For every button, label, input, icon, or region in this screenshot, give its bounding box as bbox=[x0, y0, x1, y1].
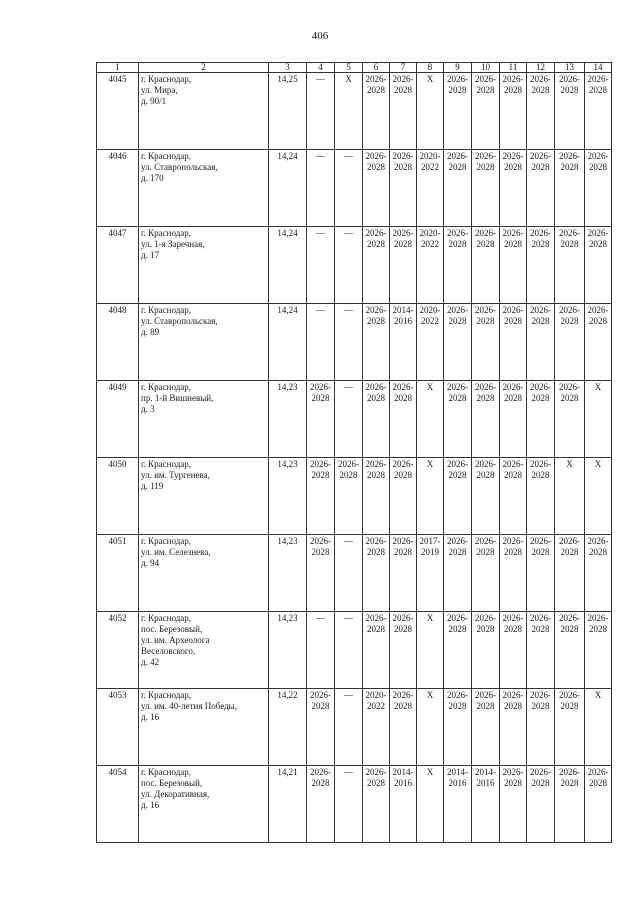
period-cell: 2026- 2028 bbox=[335, 458, 363, 535]
column-header: 10 bbox=[472, 63, 500, 73]
period-cell: 2026- 2028 bbox=[555, 381, 585, 458]
value-cell: 14,25 bbox=[269, 73, 307, 150]
address-cell bbox=[139, 381, 269, 458]
period-cell: 2026- 2028 bbox=[472, 73, 500, 150]
period-cell: 2026- 2028 bbox=[390, 381, 417, 458]
period-cell: 2026- 2028 bbox=[472, 150, 500, 227]
row-number: 4054 bbox=[97, 766, 139, 843]
period-cell: 2026- 2028 bbox=[500, 766, 527, 843]
period-cell: 2026- 2028 bbox=[307, 766, 335, 843]
table-row bbox=[97, 766, 612, 843]
period-cell: 2026- 2028 bbox=[527, 535, 555, 612]
period-cell: — bbox=[335, 150, 363, 227]
period-cell: 2026- 2028 bbox=[500, 304, 527, 381]
period-cell: 2020- 2022 bbox=[417, 227, 444, 304]
period-cell: 2026- 2028 bbox=[527, 458, 555, 535]
column-header: 4 bbox=[307, 63, 335, 73]
period-cell: 2026- 2028 bbox=[527, 150, 555, 227]
column-header: 3 bbox=[269, 63, 307, 73]
period-cell: 2026- 2028 bbox=[555, 689, 585, 766]
period-cell: X bbox=[417, 381, 444, 458]
column-header: 13 bbox=[555, 63, 585, 73]
address-line: г. Краснодар, bbox=[141, 536, 192, 546]
address-line: д. 3 bbox=[141, 404, 155, 414]
period-cell: 2026- 2028 bbox=[585, 304, 612, 381]
period-cell: — bbox=[335, 381, 363, 458]
period-cell: — bbox=[335, 535, 363, 612]
period-cell: 2026- 2028 bbox=[500, 689, 527, 766]
period-cell: 2026- 2028 bbox=[472, 458, 500, 535]
row-number: 4053 bbox=[97, 689, 139, 766]
period-cell: 2026- 2028 bbox=[390, 612, 417, 689]
period-cell: 2026- 2028 bbox=[444, 458, 472, 535]
period-cell: 2020- 2022 bbox=[363, 689, 390, 766]
period-cell: 2026- 2028 bbox=[585, 535, 612, 612]
period-cell: 2026- 2028 bbox=[527, 304, 555, 381]
period-cell: 2026- 2028 bbox=[555, 227, 585, 304]
period-cell: 2026- 2028 bbox=[307, 689, 335, 766]
row-number: 4045 bbox=[97, 73, 139, 150]
period-cell: 2014- 2016 bbox=[472, 766, 500, 843]
period-cell: 2026- 2028 bbox=[555, 612, 585, 689]
table-row bbox=[97, 458, 612, 535]
period-cell: — bbox=[307, 227, 335, 304]
address-line: д. 89 bbox=[141, 327, 160, 337]
period-cell: — bbox=[335, 227, 363, 304]
period-cell: 2026- 2028 bbox=[363, 150, 390, 227]
address-line: ул. Ставропольская, bbox=[141, 162, 218, 172]
value-cell: 14,23 bbox=[269, 535, 307, 612]
address-line: д. 17 bbox=[141, 250, 160, 260]
period-cell: — bbox=[335, 689, 363, 766]
column-header: 12 bbox=[527, 63, 555, 73]
address-cell bbox=[139, 766, 269, 843]
period-cell: 2026- 2028 bbox=[555, 150, 585, 227]
address-line: г. Краснодар, bbox=[141, 459, 192, 469]
period-cell: 2026- 2028 bbox=[444, 73, 472, 150]
period-cell: 2017- 2019 bbox=[417, 535, 444, 612]
period-cell: X bbox=[335, 73, 363, 150]
period-cell: X bbox=[585, 689, 612, 766]
column-header: 7 bbox=[390, 63, 417, 73]
period-cell: 2026- 2028 bbox=[555, 304, 585, 381]
table-row bbox=[97, 535, 612, 612]
address-cell bbox=[139, 304, 269, 381]
address-line: г. Краснодар, bbox=[141, 305, 192, 315]
row-number: 4050 bbox=[97, 458, 139, 535]
address-cell bbox=[139, 227, 269, 304]
table-row bbox=[97, 689, 612, 766]
address-cell bbox=[139, 689, 269, 766]
period-cell: 2014- 2016 bbox=[390, 766, 417, 843]
address-line: пос. Березовый, bbox=[141, 778, 203, 788]
address-cell bbox=[139, 73, 269, 150]
address-line: г. Краснодар, bbox=[141, 228, 192, 238]
address-line: д. 170 bbox=[141, 173, 164, 183]
address-line: ул. им. 40-летия Победы, bbox=[141, 701, 237, 711]
period-cell: 2026- 2028 bbox=[527, 766, 555, 843]
period-cell: 2026- 2028 bbox=[444, 612, 472, 689]
period-cell: 2026- 2028 bbox=[444, 227, 472, 304]
column-header: 5 bbox=[335, 63, 363, 73]
address-line: д. 16 bbox=[141, 712, 160, 722]
period-cell: 2026- 2028 bbox=[390, 227, 417, 304]
address-line: г. Краснодар, bbox=[141, 74, 192, 84]
period-cell: 2026- 2028 bbox=[390, 535, 417, 612]
period-cell: 2026- 2028 bbox=[363, 73, 390, 150]
period-cell: 2020- 2022 bbox=[417, 150, 444, 227]
address-cell bbox=[139, 535, 269, 612]
address-line: ул. Мира, bbox=[141, 85, 178, 95]
period-cell: 2026- 2028 bbox=[307, 381, 335, 458]
address-line: ул. им. Селезнева, bbox=[141, 547, 211, 557]
column-header: 1 bbox=[97, 63, 139, 73]
column-header: 9 bbox=[444, 63, 472, 73]
address-line: ул. 1-я Заречная, bbox=[141, 239, 205, 249]
address-cell bbox=[139, 612, 269, 689]
period-cell: 2026- 2028 bbox=[307, 535, 335, 612]
period-cell: 2026- 2028 bbox=[500, 458, 527, 535]
address-line: Веселовского, bbox=[141, 646, 196, 656]
period-cell: X bbox=[555, 458, 585, 535]
period-cell: 2014- 2016 bbox=[390, 304, 417, 381]
period-cell: 2026- 2028 bbox=[585, 766, 612, 843]
period-cell: — bbox=[307, 73, 335, 150]
period-cell: 2026- 2028 bbox=[472, 227, 500, 304]
period-cell: 2026- 2028 bbox=[363, 227, 390, 304]
address-line: д. 90/1 bbox=[141, 96, 167, 106]
row-number: 4052 bbox=[97, 612, 139, 689]
period-cell: — bbox=[335, 766, 363, 843]
table-row bbox=[97, 150, 612, 227]
table-row bbox=[97, 227, 612, 304]
period-cell: 2026- 2028 bbox=[527, 227, 555, 304]
period-cell: 2026- 2028 bbox=[500, 612, 527, 689]
row-number: 4048 bbox=[97, 304, 139, 381]
period-cell: 2026- 2028 bbox=[363, 612, 390, 689]
period-cell: 2026- 2028 bbox=[585, 150, 612, 227]
period-cell: 2026- 2028 bbox=[472, 304, 500, 381]
address-line: ул. им. Археолога bbox=[141, 635, 210, 645]
period-cell: X bbox=[417, 689, 444, 766]
period-cell: — bbox=[335, 304, 363, 381]
address-line: г. Краснодар, bbox=[141, 767, 192, 777]
page-number: 406 bbox=[311, 30, 329, 42]
period-cell: X bbox=[585, 458, 612, 535]
period-cell: 2026- 2028 bbox=[527, 689, 555, 766]
table-row bbox=[97, 304, 612, 381]
address-line: д. 16 bbox=[141, 800, 160, 810]
period-cell: 2026- 2028 bbox=[363, 304, 390, 381]
address-line: пр. 1-й Вишневый, bbox=[141, 393, 214, 403]
value-cell: 14,21 bbox=[269, 766, 307, 843]
period-cell: 2026- 2028 bbox=[472, 381, 500, 458]
address-line: ул. Декоративная, bbox=[141, 789, 210, 799]
row-number: 4046 bbox=[97, 150, 139, 227]
value-cell: 14,24 bbox=[269, 150, 307, 227]
register-table bbox=[96, 62, 612, 843]
address-cell bbox=[139, 458, 269, 535]
period-cell: — bbox=[335, 612, 363, 689]
period-cell: X bbox=[417, 458, 444, 535]
period-cell: 2026- 2028 bbox=[390, 458, 417, 535]
period-cell: 2026- 2028 bbox=[555, 73, 585, 150]
period-cell: 2026- 2028 bbox=[527, 381, 555, 458]
period-cell: 2026- 2028 bbox=[444, 381, 472, 458]
period-cell: X bbox=[417, 73, 444, 150]
period-cell: 2026- 2028 bbox=[444, 304, 472, 381]
value-cell: 14,24 bbox=[269, 227, 307, 304]
period-cell: 2026- 2028 bbox=[363, 766, 390, 843]
table-row bbox=[97, 73, 612, 150]
address-line: г. Краснодар, bbox=[141, 151, 192, 161]
table-row bbox=[97, 612, 612, 689]
period-cell: — bbox=[307, 612, 335, 689]
address-line: д. 94 bbox=[141, 558, 160, 568]
period-cell: 2026- 2028 bbox=[444, 689, 472, 766]
address-line: д. 119 bbox=[141, 481, 164, 491]
period-cell: 2026- 2028 bbox=[444, 150, 472, 227]
address-line: г. Краснодар, bbox=[141, 613, 192, 623]
address-line: д. 42 bbox=[141, 657, 160, 667]
address-line: г. Краснодар, bbox=[141, 690, 192, 700]
period-cell: 2026- 2028 bbox=[472, 535, 500, 612]
address-line: ул. Ставропольская, bbox=[141, 316, 218, 326]
period-cell: 2026- 2028 bbox=[527, 612, 555, 689]
period-cell: 2026- 2028 bbox=[307, 458, 335, 535]
row-number: 4049 bbox=[97, 381, 139, 458]
period-cell: 2026- 2028 bbox=[527, 73, 555, 150]
period-cell: X bbox=[417, 766, 444, 843]
period-cell: 2026- 2028 bbox=[585, 73, 612, 150]
period-cell: 2026- 2028 bbox=[585, 612, 612, 689]
value-cell: 14,23 bbox=[269, 612, 307, 689]
row-number: 4047 bbox=[97, 227, 139, 304]
column-header: 14 bbox=[585, 63, 612, 73]
row-number: 4051 bbox=[97, 535, 139, 612]
address-line: пос. Березовый, bbox=[141, 624, 203, 634]
period-cell: 2026- 2028 bbox=[363, 535, 390, 612]
column-header: 11 bbox=[500, 63, 527, 73]
period-cell: 2026- 2028 bbox=[363, 381, 390, 458]
period-cell: 2026- 2028 bbox=[472, 612, 500, 689]
address-cell bbox=[139, 150, 269, 227]
period-cell: 2026- 2028 bbox=[500, 227, 527, 304]
value-cell: 14,23 bbox=[269, 458, 307, 535]
period-cell: — bbox=[307, 304, 335, 381]
column-header: 8 bbox=[417, 63, 444, 73]
period-cell: 2026- 2028 bbox=[390, 73, 417, 150]
period-cell: 2026- 2028 bbox=[500, 381, 527, 458]
period-cell: 2026- 2028 bbox=[500, 535, 527, 612]
column-header: 6 bbox=[363, 63, 390, 73]
period-cell: 2026- 2028 bbox=[500, 150, 527, 227]
header-row bbox=[97, 63, 612, 73]
address-line: г. Краснодар, bbox=[141, 382, 192, 392]
column-header: 2 bbox=[139, 63, 269, 73]
period-cell: 2026- 2028 bbox=[500, 73, 527, 150]
period-cell: 2020- 2022 bbox=[417, 304, 444, 381]
period-cell: 2026- 2028 bbox=[390, 689, 417, 766]
period-cell: 2026- 2028 bbox=[555, 766, 585, 843]
period-cell: 2014- 2016 bbox=[444, 766, 472, 843]
period-cell: 2026- 2028 bbox=[363, 458, 390, 535]
period-cell: X bbox=[417, 612, 444, 689]
table-row bbox=[97, 381, 612, 458]
value-cell: 14,24 bbox=[269, 304, 307, 381]
period-cell: 2026- 2028 bbox=[585, 227, 612, 304]
period-cell: 2026- 2028 bbox=[444, 535, 472, 612]
value-cell: 14,23 bbox=[269, 381, 307, 458]
period-cell: 2026- 2028 bbox=[555, 535, 585, 612]
period-cell: 2026- 2028 bbox=[390, 150, 417, 227]
period-cell: 2026- 2028 bbox=[472, 689, 500, 766]
period-cell: — bbox=[307, 150, 335, 227]
period-cell: X bbox=[585, 381, 612, 458]
address-line: ул. им. Тургенева, bbox=[141, 470, 210, 480]
value-cell: 14,22 bbox=[269, 689, 307, 766]
